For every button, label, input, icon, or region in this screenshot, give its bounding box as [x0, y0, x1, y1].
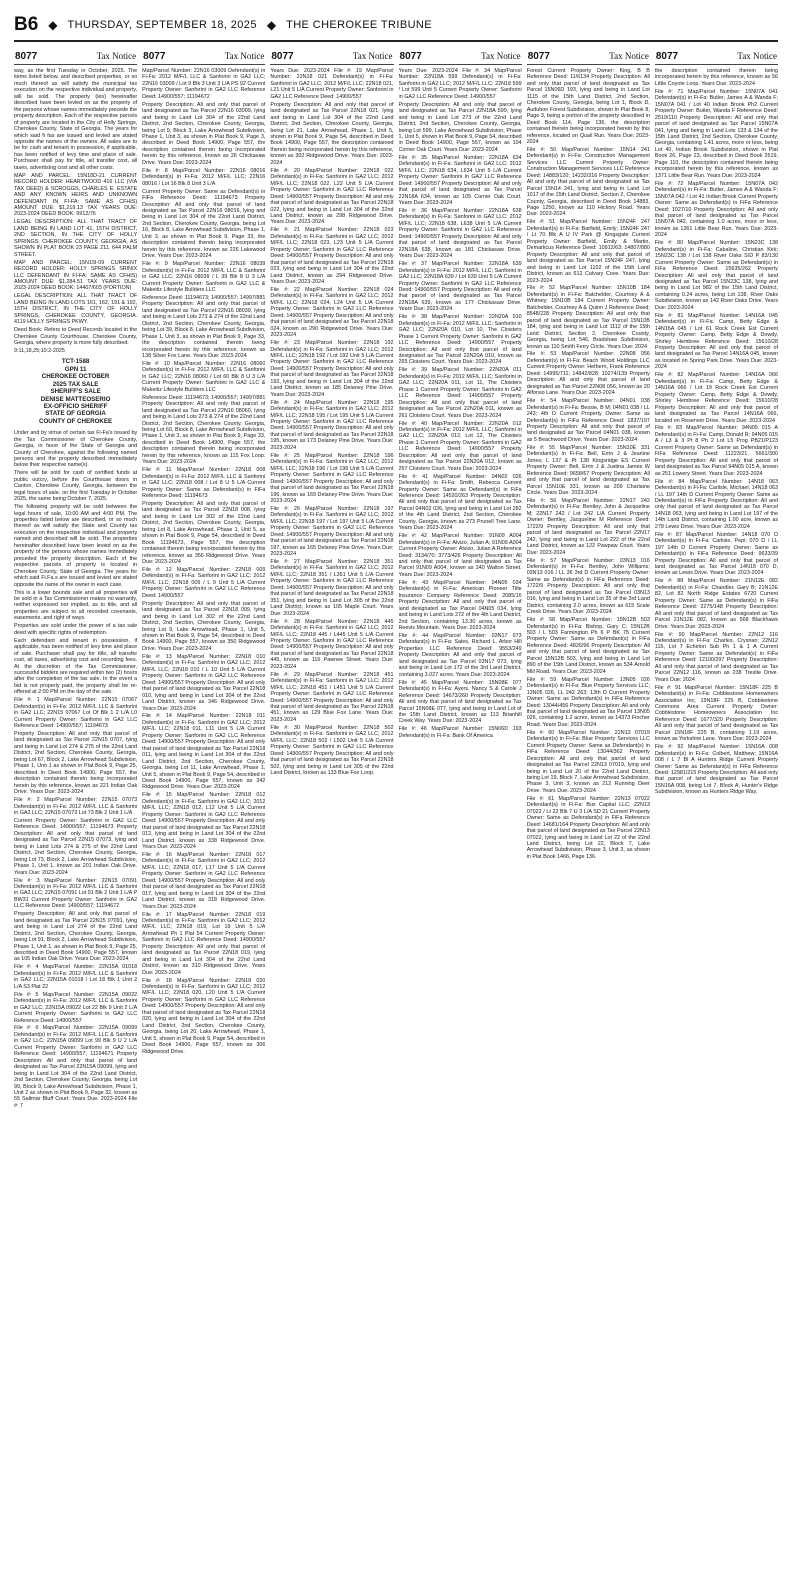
- notice-paragraph: File #: 3 Map/Parcel Number: 22N15 07091 Defendant(s) in Fi-Fa: 2012 M/F/L LLC & Sanforini in GA2 LLC; 22N15 07091 Lot 91 Blk 2 Unit 1 L/A P BW31 Current Property Owner: Sanforini in GA2 LLC Reference Deed: 14900/557; 11194672: [14, 877, 138, 910]
- notice-body: [655, 68, 778, 796]
- notice-column: [527, 50, 650, 1570]
- notice-paragraph: File #: 6 Map/Parcel Number: 22N15A 09099 Defendant(s) in Fi-Fa: 2012 M/F/L LLC & Sanforini in GA2 LLC; 22N15A 09099 Lot 99 Blk 9 U 2 L/A Current Property Owner: Sanforini in GA2 LLC Reference Deed: 14900/557; 11194671 Property Description: All and only that parcel of land designated as Tax Parcel 22N15A 09099, lying and being in Land Lot 304 of the 22nd Land District, 2nd Section, Cherokee County, Georgia, being Lot 99, Block 9, Lake Arrowhead Subdivision, Phase 1, Unit 2 as shown in Plat Book 9, Page 32, known as 55 Saltmar Bluff Court. Years Due: 2023-2024 File #: 7: [14, 1025, 138, 1109]
- masthead-rule: [14, 40, 778, 42]
- classified-label: Tax Notice: [352, 51, 393, 61]
- classified-code: 8077: [15, 51, 38, 62]
- notice-paragraph: File #: 50 Map/Parcel Number: 15N14 241 Defendant(s) in Fi-Fa: Construction Management Services LLC Current Property Owner: Construction Management Services LLC Reference Deed: 14883/120; 14232/316 Property Description: All and only that parcel of land designated as Tax Parcel 15N14 241, lying and being in Land Lot 1017 of the 15th Land District, Section 2, Cherokee County, Georgia, described in Deed Book 14883, Page 1250, known as 110 Hickory Road. Years Due: 2023-2024: [526, 146, 650, 218]
- notice-paragraph: File #: 56 Map/Parcel Number: 22N17 242 Defendant(s) in Fi-Fa: Bentley, John & Jacqueline M; 22N17 242 / Lot 242 L/A Current Property Owner: Bentley, Jacqueline M Reference Deed: 1722/9 Property Description: All and only that parcel of land designated as Tax Parcel 22N17 242, lying and being in Land Lot 222 of the 22nd Land District, known as 122 Pawpaw Court. Years Due: 2023-2024: [526, 497, 650, 556]
- notice-paragraph: File #: 15 Map/Parcel Number: 22N18 012 Defendant(s) in Fi-Fa: Sanforini in GA2 LLC; 2012 M/F/L LLC; 22N18 012, L12 Unit 5 L/A Current Property Owner: Sanforini in GA2 LLC Reference Deed: 14900/557 Property Description: All and only that parcel of land designated as Tax Parcel 22N18 012, lying and being in Land Lot 304 of the 22nd Land District, known as 338 Ridgewood Drive. Years Due: 2023-2024: [142, 792, 266, 851]
- publication-name: THE CHEROKEE TRIBUNE: [286, 19, 433, 31]
- notice-heading-line: STATE OF GEORGIA: [45, 410, 106, 418]
- diamond-icon: ◆: [48, 18, 58, 32]
- diamond-icon: ◆: [266, 18, 277, 32]
- notice-paragraph: Property Description: All and only that parcel of land designated as Tax Parcel 22N18 009, lying and being in Land Lot 302 of the 22nd Land District, 2nd Section, Cherokee County, Georgia, being Lot 9, Lake Arrowhead, Phase 1, Unit 5, shown in Plat Book 9, Page 54, described in Deed Book 14900, Page 557, known as 350 Ridgewood Drive. Years Due: 2023-2024: [142, 600, 266, 652]
- notice-paragraph: File #: 54 Map/Parcel Number: 04N01 038 Defendant(s) in Fi-Fa: Bessie, B M; 04N01 038 / LL 243; 4th D Current Property Owner: Same as Defendant(s) in FiFa Reference Deed: 1837/197 Property Description: All and only that parcel of land designated as Tax Parcel 04N01 038, known as 5 Beachwood Drive. Years Due: 2023-2024: [526, 398, 650, 443]
- notice-paragraph: File #: 4 Map/Parcel Number: 22N15A 01018 Defendant(s) in Fi-Fa: 2012 M/F/L LLC & Sanforini in GA2 LLC; 22N15A 01018 / Lot 18 Blk 1 Unit 2 L/A S3 Plat 22: [14, 964, 138, 990]
- notice-paragraph: File #: 72 Map/Parcel Number: 15N07A 042 Defendant(s) in Fi-Fa: Butler, James A & Wanda F; 15N07A 042 / Lot 41 Indian Brook Current Property Owner: Same as Defendant(s) in FiFa Reference Deed: 1027/10 Property Description: All and only that parcel of land designated as Tax Parcel 15N07A 042, containing 1.0 acres, more or less, known as 1361 Little Bear Run. Years Due: 2023-2024: [654, 180, 779, 239]
- notice-paragraph: the description contained therein being incorporated herein by this reference, known as 56 Little Coyote Loop. Years Due: 2023-2024: [654, 68, 779, 87]
- notice-heading-line: 2025 TAX SALE: [52, 380, 99, 388]
- notice-paragraph: File #: 17 Map/Parcel Number: 22N18 019 Defendant(s) in Fi-Fa: Sanforini in GA2 LLC; 2012 M/F/L LLC; 22N18 019, Lot 19 Unit 5 L/A Arrowhead Ph 1 Plat 54 Current Property Owner: Sanforini in GA2 LLC Reference Deed: 14900/557 Property Description: All and only that parcel of land designated as Tax Parcel 22N18 019, lying and being in Land Lot 304 of the 22nd Land District, known as 310 Ridgewood Drive. Years Due: 2023-2024: [142, 911, 266, 976]
- notice-paragraph: Current Property Owner: Sanforini in GA2 LLC Reference Deed: 14900/557; 11194673 Property Description: All and only that parcel of land designated as Tax Parcel 22N15 07073, lying and being in Land Lots 274 & 275 of the 22nd Land District, 2nd Section, Cherokee County, Georgia, being Lot 73, Block 2, Lake Arrowhead Subdivision, Phase 1, Unit 1, known as 201 Indian Oak Drive. Years Due: 2023-2024: [14, 817, 138, 876]
- notice-body: [399, 68, 522, 739]
- notice-paragraph: File #: 20 Map/Parcel Number: 22N18 022 Defendant(s) in Fi-Fa: Sanforini in GA2 LLC; 2012 M/F/L LLC; 22N18 022, L22 Unit 5 L/A Current Property Owner: Sanforini in GA2 LLC Reference Deed: 14900/557 Property Description: All and only that parcel of land designated as Tax Parcel 22N18 022, lying and being in Land Lot 304 of the 22nd Land District, known as 298 Ridgewood Drive. Years Due: 2023-2024: [270, 167, 394, 226]
- notice-paragraph: File #: 18 Map/Parcel Number: 22N18 020 Defendant(s) in Fi-Fa: Sanforini in GA2 LLC; 2012 M/F/L LLC; 22N18 020, L20 Unit 5 L/A Current Property Owner: Sanforini in GA2 LLC Reference Deed: 14900/557 Property Description: All and only that parcel of land designated as Tax Parcel 22N18 020, lying and being in Land Lot 304 of the 22nd Land District, 2nd Section, Cherokee County, Georgia, being Lot 20, Lake Arrowhead, Phase 1, Unit 5, shown in Plat Book 9, Page 54, described in Deed Book 14900, Page 557, known as 306 Ridgewood Drive.: [142, 977, 266, 1055]
- notice-paragraph: File #: 22 Map/Parcel Number: 22N18 024 Defendant(s) in Fi-Fa: Sanforini in GA2 LLC; 2012 M/F/L LLC; 22N18 024, L24 Unit 5 L/A Current Property Owner: Sanforini in GA2 LLC Reference Deed: 14900/557 Property Description: All and only that parcel of land designated as Tax Parcel 22N18 024, known as 290 Ridgewood Drive. Years Due: 2023-2024: [270, 286, 394, 339]
- notice-paragraph: File #: 81 Map/Parcel Number: 14N16A 045 Defendant(s) in Fi-Fa: Camp, Betty Edge & 14N16A 045 / Lot 61 Rock Creek Est Current Property Owner: Camp, Betty Edge & Dowdy, Shirley Hembree Reference Deed: 15610/28 Property Description: All and only that parcel of land designated as Tax Parcel 14N16A 045, known as located on Spring Park Drive. Years Due: 2023-2024: [654, 312, 779, 371]
- notice-paragraph: File #: 2 Map/Parcel Number: 22N15 07073 Defendant(s) in Fi-Fa: 2012 M/F/L LLC & Sanforini in GA2 LLC; 22N15 07073 Lot 73 Blk 2 Unit 1 L/A: [14, 797, 138, 816]
- notice-paragraph: File #: 12 Map/Parcel Number: 22N18 009 Defendant(s) in Fi-Fa: Sanforini in GA2 LLC; 2012 M/F/L LLC; 22N18 009 / L 9 Unit 5 L/A Current Property Owner: Sanforini in GA2 LLC Reference Deed: 14900/557: [142, 566, 266, 599]
- notice-paragraph: File #: 46 Map/Parcel Number: 15N06D 193 Defendant(s) in Fi-Fa: Bank Of America: [398, 726, 522, 739]
- notice-paragraph: Current Property Owner: Same as Defendant(s) in FiFa Reference Deed: 11194673 Property Description: All and only that parcel of land designated as Tax Parcel 22N16 08016, lying and being in Land Lot 304 of the 22nd Land District, 2nd Section, Cherokee County, Georgia, being Lot 16, Block 8, Lake Arrowhead Subdivision, Phase 1, Unit 3, as shown in Plat Book 9, Page 33, the description contained therein being incorporated herein by this reference, known as 226 Lakewood Drive. Years Due: 2023-2024: [142, 188, 266, 260]
- notice-heading-line: SHERIFF'S SALE: [50, 388, 101, 396]
- notice-paragraph: Property Description: All and only that parcel of land designated as Tax Parcel 22N18 008, lying and being in Land Lot 302 of the 22nd Land District, 2nd Section, Cherokee County, Georgia, being Lot 8, Lake Arrowhead, Phase 1, Unit 5, as shown in Plat Book 9, Page 54, described in Deed Book 11194673, Page 557, the description contained therein being incorporated herein by this reference, known as 356 Ridgewood Drive. Years Due: 2023-2024: [142, 500, 266, 566]
- notice-paragraph: File #: 21 Map/Parcel Number: 22N18 023 Defendant(s) in Fi-Fa: Sanforini in GA2 LLC; 2012 M/F/L LLC; 22N18 023, L23 Unit 5 L/A Current Property Owner: Sanforini in GA2 LLC Reference Deed: 14900/557 Property Description: All and only that parcel of land designated as Tax Parcel 22N18 023, lying and being in Land Lot 304 of the 22nd Land District, known as 294 Ridgewood Drive. Years Due: 2023-2024: [270, 227, 394, 285]
- notice-paragraph: Property Description: All and only that parcel of land designated as Tax Parcel 22N18A 599, lying and being in Land Lot 273 of the 22nd Land District, 2nd Section, Cherokee County, Georgia, being Lot 599, Lake Arrowhead Subdivision, Phase 1, Unit 5, shown in Plat Book 9, Page 54, described in Deed Book 14900, Page 557, known as 104 Corner Oak Court. Years Due: 2023-2024: [398, 101, 522, 153]
- notice-heading-line: EX-OFFICIO SHERIFF: [43, 402, 108, 410]
- notice-paragraph: This is a lower bounds sale and all properties will be sold in a Tax Commissioner makes no warranty, neither expressed nor implied, as to title, and all properties are subject to all recorded covenants, easements, and right of ways.: [14, 589, 138, 622]
- notice-paragraph: There will be sold for cash of certified funds at public outcry, before the Courthouse doors in Canton, Cherokee County, Georgia, between the legal hours of sale, on the first Tuesday in October 2025, the same being October 7, 2025.: [14, 470, 138, 503]
- notice-column: [14, 50, 137, 1570]
- classified-code: 8077: [399, 51, 422, 62]
- notice-paragraph: File #: 45 Map/Parcel Number: 15N08E 077 Defendant(s) in Fi-Fa: Ayers, Nancy S & Carole J Reference Deed: 14673/260 Property Description: All and only that parcel of land designated as Tax Parcel 15N08E 077, lying and being in Land Lot of the 15th Land District, known as 113 Brianhill Creek Way. Years Due: 2023-2024: [398, 679, 522, 725]
- notice-heading-line: DENISE MATTEOSERIO: [40, 395, 111, 403]
- notice-paragraph: Properties are sold under the power of a tax sale deed with specific rights of redemption.: [14, 623, 138, 636]
- notice-heading-line: COUNTY OF CHEROKEE: [39, 417, 113, 425]
- notice-heading-line: CHEROKEE OCTOBER: [41, 373, 110, 381]
- notice-paragraph: File #: 25 Map/Parcel Number: 22N18 196 Defendant(s) in Fi-Fa: Sanforini in GA2 LLC; 2012 M/F/L LLC; 22N18 196 / Lot 196 Unit 5 L/A Current Property Owner: Sanforini in GA2 LLC Reference Deed: 14900/557 Property Description: All and only that parcel of land designated as Tax Parcel 22N18 196, known as 169 Delaney Pine Drive. Years Due: 2023-2024: [270, 452, 394, 504]
- notice-paragraph: The following property will be sold between the legal hours of sale, 10:00 AM and 4:00 PM. The properties listed below are described, or so much thereof as will satisfy the State and County tax execution on the respective individual and property named and described will be sold. The properties hereinafter described have been levied on as the property of the persons whose names immediately preceded the property description. Each of the respective parcels of property is located in Cherokee County, State of Georgia. The years for which said Fi.Fa.s are issued and levied are stated opposite the name of the owner in each case.: [14, 504, 138, 588]
- classified-code: 8077: [655, 51, 679, 62]
- issue-date: THURSDAY, SEPTEMBER 18, 2025: [67, 19, 257, 31]
- notice-paragraph: File #: 52 Map/Parcel Number: 15N10B 184 Defendant(s) in Fi-Fa: Batchelder, Courtney A & Whitney; 15N10B 184 Current Property Owner: Batchelder, Courtney A & Quinn J Reference Deed: 8548/228 Property Description: All and only that parcel of land designated as Tax Parcel 15N10B 184, lying and being in Land Lot 1112 of the 15th Land District, Section 2, Cherokee County, Georgia, being Lot 546, Bradshaw Subdivision, known as 110 Smith Ferry Circle. Years Due: 2024: [526, 285, 650, 350]
- notice-paragraph: way, as the first Tuesday in October, 2025. The items listed below, and described properties, or so much thereof as will satisfy the municipal tax execution on the respective individual and property, will be sold. The property (ies) hereinafter described have been levied on as the property of the persons whose names immediately precede the property description. Each of the respective parcels of property are located in the City of Holly Springs, Cherokee County, State of Georgia. The years for which said fi fas are issued and levied are stated opposite the names of the owners. All sales are to be for cash and tenant in possession, if applicable, has been notified of levy time and place of sale. Purchaser shall pay for title, all transfer cost, all taxes, advertising cost and all other costs.: [14, 68, 138, 171]
- notice-paragraph: File #: 55 Map/Parcel Number: 15N10E 331 Defendant(s) in Fi-Fa: Bell, Errin J & Jeanine Jones; L 137 & Pt 138 Kingsridge ES Current Property Owner: Bell, Errin J & Justina James W Reference Deed: 9658/67 Property Description: All and only that parcel of land designated as Tax Parcel 15N10E 331, known as 209 Charlaine Circle. Years Due: 2023-2024: [526, 444, 650, 496]
- notice-paragraph: Years Due: 2023-2024 File #: 19 Map/Parcel Number: 22N18 021 Defendant(s) in Fi-Fa: Sanforini in GA2 LLC; 2012 M/F/L LLC; 22N18 021, L21 Unit 5 L/A Current Property Owner: Sanforini in GA2 LLC Reference Deed: 14900/557: [270, 68, 394, 100]
- notice-paragraph: File #: 58 Map/Parcel Number: 15N12B 503 Defendant(s) in Fi-Fa: Bishop, Gary C; 15N12B 503 / L 503 Farmington Ph 6 P BK 75 Current Property Owner: Same as Defendant(s) in FiFa Reference Deed: 4826/96 Property Description: All and only that parcel of land designated as Tax Parcel 15N12B 503, lying and being in Land Lot 890 of the 15th Land District, known as 534 Arnold Mill Road. Years Due: 2023-2024: [526, 617, 650, 675]
- notice-paragraph: Years Due: 2023-2024 File #: 34 Map/Parcel Number: 22N18A 599 Defendant(s) in Fi-Fa: Sanforini in GA2 LLC; 2012 M/F/L LLC; 22N18 599 / Lot 599 Unit 5 Current Property Owner: Sanforini in GA2 LLC Reference Deed: 14900/557: [398, 68, 522, 100]
- notice-body: [270, 68, 393, 776]
- masthead: [14, 12, 778, 38]
- notice-paragraph: File #: 90 Map/Parcel Number: 22N12 116 Defendant(s) in Fi-Fa: Charles, Crysnan; 22N12 116, Lot 7 Echelon Sub Ph 1 & 1 A Current Property Owner: Same as Defendant(s) in FiFa Reference Deed: 12100/297 Property Description: All and only that parcel of land designated as Tax Parcel 22N12 116, known as 238 Trestle Drive. Years Due: 2024: [654, 631, 779, 683]
- notice-paragraph: Map/Parcel Number: 22N16 03009 Defendant(s) in Fi-Fa: 2012 M/F/L LLC & Sanforini in GA2 LLC; 22N16 03009 / Lot 9 Blk 3 Unit 3 L/A PS 92 Current Property Owner: Sanforini in GA2 LLC Reference Deed: 14900/557; 11194672: [142, 68, 266, 100]
- classified-label: Tax Notice: [481, 51, 521, 61]
- notice-paragraph: File #: 91 Map/Parcel Number: 15N18F 225 B Defendant(s) in Fi-Fa: Cobblestone Homeowners Association Inc; 15N18F 225 B, Cobblestone Commons Area Current Property Owner: Cobblestone Homeowners Association Inc Reference Deed: 1677/320 Property Description: All and only that parcel of land designated as Tax Parcel 15N18F 225 B, containing 1.19 acres, known as Yorkshire Lane. Years Due: 2023-2024: [654, 684, 779, 743]
- notice-paragraph: File #: 28 Map/Parcel Number: 22N18 445 Defendant(s) in Fi-Fa: Sanforini in GA2 LLC; 2012 M/F/L LLC; 22N18 445 / L445 Unit 5 L/A Current Property Owner: Sanforini in GA2 LLC Reference Deed: 14900/557 Property Description: All and only that parcel of land designated as Tax Parcel 22N18 445, known as 116 Pawnee Street. Years Due: 2023-2024: [270, 618, 394, 670]
- notice-id: TCT-1588: [61, 358, 90, 366]
- notice-paragraph: File #: 61 Map/Parcel Number: 22N13 07022 Defendant(s) in Fi-Fa: Bux Capital LLC; 22N13 07022 / Lt 22 Blk 7 U 3 L/A SD 21 Current Property Owner: Same as Defendant(s) in FiFa Reference Deed: 14681/164 Property Description: All and only that parcel of land designated as Tax Parcel 22N13 07022, lying and being in Land Lot 22 of the 22nd Land District, being Lot 22, Block 7, Lake Arrowhead Subdivision, Phase 3, Unit 3, as shown in Plat Book 1466, Page 136.: [526, 795, 650, 860]
- notice-paragraph: File #: 39 Map/Parcel Number: 22N20A 011 Defendant(s) in Fi-Fa: 2012 M/F/L LLC; Sanforini in GA2 LLC; 22N20A 011, Lot 11, The Cloisters Phase 1 Current Property Owner: Sanforini in GA2 LLC Reference Deed: 14900/557 Property Description: All and only that parcel of land designated as Tax Parcel 22N20A 011, known as 261 Cloisters Court. Years Due: 2023-2024: [398, 367, 522, 419]
- notice-paragraph: LEGAL DESCRIPTION: ALL THAT TRACT OF LAND BEING IN LAND LOTS 161, 162, 191 & 192, 15TH DISTRICT, IN THE CITY OF HOLLY SPRINGS, CHEROKEE COUNTY, GEORGIA. 4119 HOLLY SPRINGS PKWY.: [14, 293, 138, 326]
- classified-label: Tax Notice: [737, 51, 778, 61]
- notice-body: [142, 68, 265, 1055]
- column-header: [270, 50, 393, 65]
- notice-paragraph: File #: 37 Map/Parcel Number: 22N18A 639 Defendant(s) in Fi-Fa: 2012 M/F/L LLC; Sanforini in GA2 LLC; 22N18A 639 / Lot 639 Unit 5 L/A Current Property Owner: Sanforini in GA2 LLC Reference Deed: 14900/557 Property Description: All and only that parcel of land designated as Tax Parcel 22N18A 639, known as 177 Chickasaw Drive. Years Due: 2023-2024: [398, 261, 522, 313]
- notice-paragraph: 9:11,18,25;10:2-2025: [14, 348, 65, 355]
- notice-paragraph: File #: 53 Map/Parcel Number: 22N08 056 Defendant(s) in Fi-Fa: Beach Wood Holdings LLC Current Property Owner: Hethern, Frank Reference Deed: 14995/711; 14842/828; 10274/139 Property Description: All and only that parcel of land designated as Tax Parcel 22N08 056, known as 20 Alfonso Lane. Years Due: 2023-2024: [526, 351, 650, 397]
- notice-paragraph: File #: 59 Map/Parcel Number: 13N05 026 Defendant(s) in Fi-Fa: Blue Property Services LLC; 13N05 026, LL 242 263; 13th D Current Property Owner: Same as Defendant(s) in FiFa Reference Deed: 13044/456 Property Description: All and only that parcel of land designated as Tax Parcel 13N05 026, containing 1.2 acres, known as 14373 Fincher Road. Years Due: 2023-2024: [526, 676, 650, 728]
- notice-paragraph: File #: 24 Map/Parcel Number: 22N18 195 Defendant(s) in Fi-Fa: Sanforini in GA2 LLC; 2012 M/F/L LLC; 22N18 195 / Lot 195 Unit 5 L/A Current Property Owner: Sanforini in GA2 LLC Reference Deed: 14900/557 Property Description: All and only that parcel of land designated as Tax Parcel 22N18 195, known as 173 Delaney Pine Drive. Years Due: 2023-2024: [270, 399, 394, 451]
- notice-paragraph: File #: 43 Map/Parcel Number: 04N05 034 Defendant(s) in Fi-Fa: American Pioneer Title Insurance Company Reference Deed: 2085/16 Property Description: All and only that parcel of land designated as Tax Parcel 04N05 034, lying and being in Land Lots 272 of the 4th Land District, 2nd Section, containing 13.30 acres, known as Reevis Mountain. Years Due: 2023-2024: [398, 579, 522, 632]
- notice-paragraph: Reference Deed: 11194673; 14900/557; 14997/881 Property Description: All and only that parcel of land designated as Tax Parcel 22N16 08060, lying and being in Land Lots 273 & 274 of the 22nd Land District, 2nd Section, Cherokee County, Georgia, being Lot 60, Block 8, Lake Arrowhead Subdivision, Phase 1, Unit 3, as shown in Plat Book 9, Page 33, described in Deed Book 14900, Page 557, the description contained therein being incorporated herein by this reference, known as 115 Fox Loop. Years Due: 2023-2024: [142, 394, 266, 466]
- notice-paragraph: Reference Deed: 11194673; 14900/557; 14997/881 Property Description: All and only that parcel of land designated as Tax Parcel 22N16 08039, lying and being in Land Lots 273 & 274 of the 22nd Land District, 2nd Section, Cherokee County, Georgia, being Lot 39, Block 8, Lake Arrowhead Subdivision, Phase 1, Unit 3, as shown in Plat Book 9, Page 33, the description contained therein being incorporated herein by this reference, known as 138 Silver Fox Lane. Years Due: 2023-2024: [142, 294, 266, 359]
- column-header: [142, 50, 265, 65]
- notice-paragraph: Property Description: All and only that parcel of land designated as Tax Parcel 22N18 021, lying and being in Land Lot 304 of the 22nd Land District, 2nd Section, Cherokee County, Georgia, being Lot 21, Lake Arrowhead, Phase 1, Unit 5, shown in Plat Book 9, Page 54, described in Deed Book 14900, Page 557, the description contained therein being incorporated herein by this reference, known as 302 Ridgewood Drive. Years Due: 2023-2024: [270, 101, 394, 166]
- notice-paragraph: File #: 8 Map/Parcel Number: 22N16 08016 Defendant(s) in Fi-Fa: 2012 M/F/L LLC; 22N16 08016 / Lot 16 Blk 8 Unit 3 L/A: [142, 167, 266, 187]
- notice-paragraph: File #: 27 Map/Parcel Number: 22N18 351 Defendant(s) in Fi-Fa: Sanforini in GA2 LLC; 2012 M/F/L LLC; 22N18 351 / L351 Unit 5 L/A Current Property Owner: Sanforini in GA2 LLC Reference Deed: 14900/557 Property Description: All and only that parcel of land designated as Tax Parcel 22N18 351, lying and being in Land Lot 305 of the 22nd Land District, known as 105 Maple Court. Years Due: 2023-2024: [270, 559, 394, 617]
- notice-paragraph: File #: 11 Map/Parcel Number: 22N18 008 Defendant(s) in Fi-Fa: 2012 M/F/L LLC & Sanforini in GA2 LLC; 22N18 008 / Lot 8 U 5 L/A Current Property Owner: Same as Defendant(s) in FiFa Reference Deed: 11194673: [142, 467, 266, 499]
- notice-column: [655, 50, 778, 1570]
- notice-column: [142, 50, 265, 1570]
- notice-paragraph: File #: 51 Map/Parcel Number: 15N24F 247 Defendant(s) in Fi-Fa: Barfield, Emily; 15N24F 247 / Lt 70 Blk A U IV Park @ Kingsgate Current Property Owner: Barfield, Emily & Martin, Demarkcus Reference Deed: 10912/63; 14807/880 Property Description: All and only that parcel of land designated as Tax Parcel 15N24F 247, lying and being in Land Lot 1102 of the 15th Land District, known as 612 Calvary Cove. Years Due: 2023-2024: [526, 219, 650, 284]
- notice-paragraph: File #: 42 Map/Parcel Number: 91N09 A004 Defendant(s) in Fi-Fa: Alvizo, Julian A; 91N09 A004 Current Property Owner: Alvizo, Julian A Reference Deed: 3134/70; 3773/426 Property Description: All and only that parcel of land designated as Tax Parcel 91N09 A004, known as 240 Walton Street. Years Due: 2023-2024: [398, 533, 522, 578]
- notice-paragraph: File #: 35 Map/Parcel Number: 22N18A 634 Defendant(s) in Fi-Fa: Sanforini in GA2 LLC; 2012 M/F/L LLC; 22N18 634, L634 Unit 5 L/A Current Property Owner: Sanforini in GA2 LLC Reference Deed: 14900/557 Property Description: All and only that parcel of land designated as Tax Parcel 22N18A 634, known as 105 Corner Oak Court. Years Due: 2023-2024: [398, 154, 522, 207]
- notice-paragraph: File #: 5 Map/Parcel Number: 22N15A 09022 Defendant(s) in Fi-Fa: 2012 M/F/L LLC & Sanforini in GA2 LLC; 22N15A 09022 Lot 22 Blk 9 Unit 2 L/A Current Property Owner: Sanforini in GA2 LLC Reference Deed: 14900/557: [14, 991, 138, 1024]
- notice-paragraph: File #: 10 Map/Parcel Number: 22N16 08060 Defendant(s) in Fi-Fa: 2012 M/F/L LLC & Sanforini in GA2 LLC; 22N16 08060 / Lot 60 Blk 8 U 3 L/A Current Property Owner: Sanforini in GA2 LLC & Makeitiz Lifestyle Builders LLC: [142, 360, 266, 393]
- notice-paragraph: File #: 88 Map/Parcel Number: 21N12E 082 Defendant(s) in Fi-Fa: Chandler, Gary B; 21N12E 82, Lot 82 North Ridge Estates 6720 Current Property Owner: Same as Defendant(s) in FiFa Reference Deed: 2275/148 Property Description: All and only that parcel of land designated as Tax Parcel 21N12E 082, known as 568 Blackhawk Drive. Years Due: 2023-2024: [654, 578, 779, 630]
- notice-paragraph: File #: 57 Map/Parcel Number: 03N13 016 Defendant(s) in Fi-Fa: Bentley, John Williams; 03N13 016 / LL 36 3rd D Current Property Owner: Same as Defendant(s) in FiFa Reference Deed: 1722/9 Property Description: All and only that parcel of land designated as Tax Parcel 03N13 016, lying and being in Land Lot 35 of the 3rd Land District, containing 2.0 acres, known as 615 Scale Creek Drive. Years Due: 2023-2024: [526, 557, 650, 616]
- notice-paragraph: File #: 23 Map/Parcel Number: 22N18 192 Defendant(s) in Fi-Fa: Sanforini in GA2 LLC; 2012 M/F/L LLC; 22N18 192 / Lot 192 Unit 5 L/A Current Property Owner: Sanforini in GA2 LLC Reference Deed: 14900/557 Property Description: All and only that parcel of land designated as Tax Parcel 22N18 192, lying and being in Land Lot 304 of the 22nd Land District, known as 185 Delaney Pine Drive. Years Due: 2023-2024: [270, 340, 394, 398]
- notice-paragraph: File #: 1 Map/Parcel Number: 22N15 07067 Defendant(s) in Fi-Fa: 2012 M/F/L LLC & Sanforini in GA2 LLC; 22N15 07067 Lot Of Blk 1 2 L/A L0 Current Property Owner: Sanforini in GA2 LLC Reference Deed: 14900/557; 11194673: [14, 697, 138, 730]
- notice-paragraph: File #: 29 Map/Parcel Number: 22N18 451 Defendant(s) in Fi-Fa: Sanforini in GA2 LLC; 2012 M/F/L LLC; 22N18 451 / L451 Unit 5 L/A Current Property Owner: Sanforini in GA2 LLC Reference Deed: 14900/557 Property Description: All and only that parcel of land designated as Tax Parcel 22N18 451, known as 129 Blue Fox Lane. Years Due: 2023-2024: [270, 671, 394, 723]
- column-header: [14, 50, 137, 65]
- notice-paragraph: Deed Book: Refers to Deed Records located in the Cherokee County Courthouse, Cherokee County, Georgia, where property is more fully described.: [14, 327, 138, 347]
- classified-code: 8077: [527, 51, 550, 62]
- notice-paragraph: File #: 84 Map/Parcel Number: 14N18 063 Defendant(s) in Fi-Fa: Carlisle, Michael; 14N18 063 / LL 197 14th D Current Property Owner: Same as Defendant(s) in FiFa Property Description: All and only that parcel of land designated as Tax Parcel 14N18 063, lying and being in Land Lot 197 of the 14th Land District, containing 1.00 acre, known as 278 Lewis Drive. Years Due: 2023-2024: [654, 478, 779, 530]
- notice-paragraph: File #: 44 Map/Parcel Number: 03N17 073 Defendant(s) in Fi-Fa: Sales, Richard L. Arbor Hill Properties LLC Reference Deed: 9553/249 Property Description: All and only that parcel of land designated as Tax Parcel 03N17 073, lying and being in Land Lot 172 of the 3rd Land District, containing 3.027 acres. Years Due: 2023-2024: [398, 633, 522, 678]
- notice-paragraph: Each defendant and tenant in possession, if applicable, has been notified of levy time and place of sale. Purchaser shall pay for title, all transfer cost, all taxes, advertising cost and recording fees. At the discretion of the Tax Commissioner, successful bidders are required within two (2) hours after the completion of the tax sale. In the event a bid is not properly paid, the property shall be re-offered at 2:00 PM on the day of the sale.: [14, 637, 138, 696]
- classified-code: 8077: [271, 51, 294, 62]
- notice-paragraph: File #: 14 Map/Parcel Number: 22N18 011 Defendant(s) in Fi-Fa: Sanforini in GA2 LLC; 2012 M/F/L LLC; 22N18 011, L11 Unit 5 L/A Current Property Owner: Sanforini in GA2 LLC Reference Deed: 14900/557 Property Description: All and only that parcel of land designated as Tax Parcel 22N18 011, lying and being in Land Lot 304 of the 22nd Land District, 2nd Section, Cherokee County, Georgia, being Lot 11, Lake Arrowhead, Phase 1, Unit 5, shown in Plat Book 9, Page 54, described in Deed Book 14900, Page 557, known as 342 Ridgewood Drive. Years Due: 2023-2024: [142, 713, 266, 791]
- column-header: [655, 50, 778, 65]
- notice-paragraph: File #: 41 Map/Parcel Number: 04N02 026 Defendant(s) in Fi-Fa: Smith, Rebecca Current Property Owner: Same as Defendant(s) in FiFa Reference Deed: 14520/263 Property Description: All and only that parcel of land designated as Tax Parcel 04N02 026, lying and being in Land Lot 282 of the 4th Land District, 2nd Section, Cherokee County, Georgia, known as 273 Prunell Tree Lane. Years Due: 2023-2024: [398, 473, 522, 532]
- notice-paragraph: File #: 71 Map/Parcel Number: 15N07A 041 Defendant(s) in Fi-Fa: Butler, James A & Wanda F; 15N07A 041 / Lot 40 Indian Brook Ph2 Current Property Owner: Butler, Wanda F Reference Deed: 2519/110 Property Description: All and only that parcel of land designated as Tax Parcel 15N07A 041, lying and being in Land Lots 133 & 134 of the 15th Land District, 2nd Section, Cherokee County, Georgia, containing 1.41 acres, more or less, being Lot 40, Indian Brook Subdivision, shown in Plat Book 26, Page 23, described in Deed Book 2519, Page 110, the description contained therein being incorporated herein by this reference, known as 1371 Little Bear Run. Years Due: 2023-2024: [654, 88, 779, 179]
- notice-paragraph: File #: 36 Map/Parcel Number: 22N18A 638 Defendant(s) in Fi-Fa: Sanforini in GA2 LLC; 2012 M/F/L LLC; 22N18 638, L638 Unit 5 L/A Current Property Owner: Sanforini in GA2 LLC Reference Deed: 14900/557 Property Description: All and only that parcel of land designated as Tax Parcel 22N18A 638, known as 181 Chickasaw Drive. Years Due: 2023-2024: [398, 208, 522, 260]
- notice-paragraph: Property Description: All and only that parcel of land designated as Tax Parcel 22N15 07091, lying and being in Land Lot 274 of the 22nd Land District, 2nd Section, Cherokee County, Georgia, being Lot 91, Block 2, Lake Arrowhead Subdivision, Phase 1, Unit 1, as shown in Plat Book 9, Page 25, described in Deed Book 14900, Page 557, known as 105 Indian Oak Drive. Years Due: 2023-2024: [14, 911, 138, 963]
- notice-paragraph: File #: 87 Map/Parcel Number: 14N18 070 D Defendant(s) in Fi-Fa: Carlisle, Pepi; 070 D / LL 197 14th D Current Property Owner: Same as Defendant(s) in FiFa Reference Deed: 9633/39 Property Description: All and only that parcel of land designated as Tax Parcel 14N18 070 D, known as Lewis Drive. Years Due: 2023-2024: [654, 531, 779, 577]
- notice-paragraph: File #: 9 Map/Parcel Number: 22N16 08039 Defendant(s) in Fi-Fa: 2012 M/F/L LLC & Sanforini in GA2 LLC; 22N16 08039 / L 39 Blk 8 U 3 L/A Current Property Owner: Sanforini in GA2 LLC & Makeitiz Lifestyle Builders LLC: [142, 261, 266, 293]
- notice-heading-line: GPN 11: [64, 365, 87, 373]
- classified-label: Tax Notice: [224, 51, 265, 61]
- notice-paragraph: File #: 30 Map/Parcel Number: 22N18 502 Defendant(s) in Fi-Fa: Sanforini in GA2 LLC; 2012 M/F/L LLC; 22N18 502 / L502 Unit 5 L/A Current Property Owner: Sanforini in GA2 LLC Reference Deed: 14900/557 Property Description: All and only that parcel of land designated as Tax Parcel 22N18 502, lying and being in Land Lot 305 of the 22nd Land District, known as 133 Blue Fox Loop.: [270, 724, 394, 777]
- notice-paragraph: File #: 60 Map/Parcel Number: 22N13 07019 Defendant(s) in Fi-Fa: Blue Property Services LLC Current Property Owner: Same as Defendant(s) in FiFa Reference Deed: 13044/362 Property Description: All and only that parcel of land designated as Tax Parcel 22N13 07019, lying and being in Land Lot 20 of the 22nd Land District, being Lot 19, Block 7, Lake Arrowhead Subdivision, Phase 3, Unit 3, known as 212 Running Deer Drive. Years Due: 2023-2024: [526, 729, 650, 794]
- sale-notice-heading: [14, 358, 137, 425]
- notice-paragraph: Property Description: All and only that parcel of land designated as Tax Parcel 22N15 0707, lying and being in Land Lot 274 & 275 of the 22nd Land District, 2nd Section, Cherokee County, Georgia, being Lot 67, Block 2, Lake Arrowhead Subdivision, Phase 1, Unit 1 as shown in Plat Book 9, Page 25, described in Deed Book 14900, Page 557, the description contained therein being incorporated herein by this reference, known as 221 Indian Oak Drive. Years Due: 2023-2024: [14, 731, 138, 796]
- classified-label: Tax Notice: [609, 51, 649, 61]
- column-header: [399, 50, 522, 65]
- notice-body: [14, 68, 137, 1109]
- notice-paragraph: File #: 83 Map/Parcel Number: 94N05 015 A Defendant(s) in Fi-Fa: Camp, Donald R; 94N05 015 A / L3 & 3 Pt 8 Ph 2 Lot L5 Prog PB21/P123 Current Property Owner: Same as Defendant(s) in FiFa Reference Deed: 11223/21; 5661/300 Property Description: All and only that parcel of land designated as Tax Parcel 94N05 015 A, known as 251 Lowery Street. Years Due: 2023-2024: [654, 425, 779, 477]
- notice-paragraph: LEGAL DESCRIPTION: ALL THAT TRACT OF LAND BEING IN LAND LOT 41, 15TH DISTRICT, 2ND SECTION, IN THE CITY OF HOLLY SPRINGS, CHEROKEE COUNTY, GEORGIA, AS SHOWN IN PLAT BOOK 23 PAGE 211. 644 PALM STREET.: [14, 219, 138, 258]
- notice-paragraph: File #: 92 Map/Parcel Number: 15N16A 008 Defendant(s) in Fi-Fa: Colbert, Matthew; 15N16A 008 / L 7 Bl A Hunters Ridge Current Property Owner: Same as Defendant(s) in FiFa Reference Deed: 12981/215 Property Description: All and only that parcel of land designated as Tax Parcel 15N16A 008, being Lot 7, Block A, Hunter's Ridge Subdivision, known as Hunters Ridge Way.: [654, 744, 779, 796]
- notice-body: [527, 68, 650, 860]
- notice-paragraph: File #: 13 Map/Parcel Number: 22N18 010 Defendant(s) in Fi-Fa: Sanforini in GA2 LLC; 2012 M/F/L LLC; 22N18 010 / L 10 Unit 5 L/A Current Property Owner: Sanforini in GA2 LLC Reference Deed: 14900/557 Property Description: All and only that parcel of land designated as Tax Parcel 22N18 010, lying and being in Land Lot 304 of the 22nd Land District, known as 346 Ridgewood Drive. Years Due: 2023-2024: [142, 653, 266, 712]
- classified-code: 8077: [143, 51, 166, 62]
- notice-paragraph: Forest Current Property Owner: King, B B Reference Deed: 11/6134 Property Description: All and only that parcel of land designated as Tax Parcel 15N06D 193, lying and being in Land Lot 1115 of the 15th Land District, 2nd Section, Cherokee County, Georgia, being Lot 1, Block D, Audubon Forest Subdivision, shown in Plat Book 8, Page 3, being a portion of the property described in Deed Book 114, Page 136, the description contained therein being incorporated herein by this reference, located on Quail Run. Years Due: 2023-2024: [526, 68, 650, 145]
- notice-column: [270, 50, 393, 1570]
- notice-column: [399, 50, 522, 1570]
- tax-notice-columns: [14, 50, 778, 1570]
- notice-paragraph: MAP AND PARCEL: 15N18D-21 CURRENT RECORD HOLDER: HEARTWOOD 416 LLC (VIA TAX DEED) & SCROGGS, CHARLES E. ESTATE AND ANY KNOWN HEIRS AND UNKNOWN DEFENDANT IN FI-FA: SAME AS CFHIS) AMOUNT DUE: $1,219.13 TAX YEARS DUE: 2023-2024 DEED BOOK: 9912/76: [14, 172, 138, 218]
- notice-paragraph: MAP AND PARCEL: 15N15I-09 CURRENT RECORD HOLDER: HOLLY SPRINGS SRINIX LLC DEFENDANT IN FI-FA: SAME AS CFHIS) AMOUNT DUE: $1,284.51 TAX YEARS DUE: 2023-2024 DEED BOOK: 14407/603 (PORTION): [14, 259, 138, 292]
- notice-paragraph: Property Description: All and only that parcel of land designated as Tax Parcel 22N16 03009, lying and being in Land Lot 304 of the 22nd Land District, 2nd Section, Cherokee County, Georgia, being Lot 9, Block 3, Lake Arrowhead Subdivision, Phase 1, Unit 3, as shown in Plat Book 9, Page 3, described in Deed Book 14900, Page 557, the description contained therein being incorporated herein by this reference, known as 26 Chickasaw Drive. Years Due: 2023-2024: [142, 101, 266, 166]
- notice-paragraph: File #: 40 Map/Parcel Number: 22N20A 012 Defendant(s) in Fi-Fa: 2012 M/F/L LLC; Sanforini in GA2 LLC; 22N20A 012, Lot 12, The Cloisters Phase 1 Current Property Owner: Sanforini in GA2 LLC Reference Deed: 14900/557 Property Description: All and only that parcel of land designated as Tax Parcel 22N20A 012, known as 257 Cloisters Court. Years Due: 2023-2024: [398, 420, 522, 472]
- notice-paragraph: File #: 80 Map/Parcel Number: 15N23C 138 Defendant(s) in Fi-Fa: Cabaline, Christian Kirk; 15N23C 138 / Lot 138 River Oaks S/D P 83/130 Current Property Owner: Same as Defendant(s) in FiFa Reference Deed: 15635/262 Property Description: All and only that parcel of land designated as Tax Parcel 15N23C 138, lying and being in Land Lot 982 of the 15th Land District, containing 0.24 acres, being Lot 138, River Oaks Subdivision, known as 142 River Oaks Drive. Years Due: 2023-2024: [654, 240, 779, 311]
- column-header: [527, 50, 650, 65]
- notice-paragraph: File #: 26 Map/Parcel Number: 22N18 197 Defendant(s) in Fi-Fa: Sanforini in GA2 LLC; 2012 M/F/L LLC; 22N18 197 / Lot 197 Unit 5 L/A Current Property Owner: Sanforini in GA2 LLC Reference Deed: 14900/557 Property Description: All and only that parcel of land designated as Tax Parcel 22N18 197, known as 165 Delaney Pine Drive. Years Due: 2023-2024: [270, 505, 394, 558]
- page-number: B6: [14, 14, 39, 35]
- classified-label: Tax Notice: [96, 51, 137, 61]
- notice-paragraph: Under and by virtue of certain tax Fi-Fa's issued by the Tax Commissioner of Cherokee County, Georgia, in favor of the State of Georgia and County of Cherokee, against the following named persons and the property described immediately below their respective name(s).: [14, 430, 138, 469]
- notice-paragraph: File #: 38 Map/Parcel Number: 22N20A 010 Defendant(s) in Fi-Fa: 2012 M/F/L LLC; Sanforini in GA2 LLC; 22N20A 010, Lot 10, The Cloisters Phase 1 Current Property Owner: Sanforini in GA2 LLC Reference Deed: 14900/557 Property Description: All and only that parcel of land designated as Tax Parcel 22N20A 010, known as 265 Cloisters Court. Years Due: 2023-2024: [398, 314, 522, 366]
- notice-paragraph: File #: 16 Map/Parcel Number: 22N18 017 Defendant(s) in Fi-Fa: Sanforini in GA2 LLC; 2012 M/F/L LLC; 22N18 017, L17 Unit 5 L/A Current Property Owner: Sanforini in GA2 LLC Reference Deed: 14900/557 Property Description: All and only that parcel of land designated as Tax Parcel 22N18 017, lying and being in Land Lot 304 of the 22nd Land District, known as 318 Ridgewood Drive. Years Due: 2023-2024: [142, 851, 266, 910]
- notice-paragraph: File #: 82 Map/Parcel Number: 14N16A 066 Defendant(s) in Fi-Fa: Camp, Betty Edge & 14N16A 066 / Lot 19 Rock Creek Est Current Property Owner: Camp, Betty Edge & Dowdy, Shirley Hembree Reference Deed: 15610/28 Property Description: All and only that parcel of land designated as Tax Parcel 14N16A 066, located on Reservoir Drive. Years Due: 2023-2024: [654, 372, 779, 424]
